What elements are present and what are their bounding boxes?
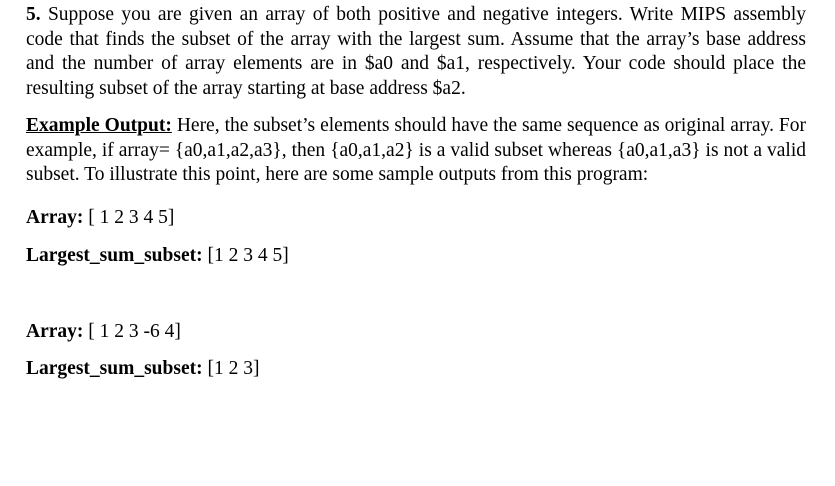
question-number: 5. bbox=[26, 4, 41, 25]
document-body bbox=[26, 3, 806, 188]
sample-1-result-line bbox=[26, 244, 289, 269]
sample-2-array-label: Array: bbox=[26, 321, 84, 342]
sample-1-array-value: [ 1 2 3 4 5] bbox=[88, 207, 175, 228]
example-title: Example Output: bbox=[26, 115, 172, 136]
example-text: Here, the subset’s elements should have the same sequence as original array. For example, if array= {a0,a1,a2,a3}, then {a0,a1,a2} is a valid subset whereas {a0,a1,a3} is not a valid subset. To illustrate this point, here are some sample outputs from this program: bbox=[26, 115, 807, 185]
sample-1-array-label: Array: bbox=[26, 207, 84, 228]
example-paragraph bbox=[26, 114, 806, 188]
sample-2-array-value: [ 1 2 3 -6 4] bbox=[88, 321, 181, 342]
sample-2-result-label: Largest_sum_subset: bbox=[26, 358, 203, 379]
sample-2-result-line bbox=[26, 357, 259, 382]
question-paragraph bbox=[26, 3, 806, 101]
sample-1-result-label: Largest_sum_subset: bbox=[26, 245, 203, 266]
sample-1-result-value: [1 2 3 4 5] bbox=[207, 245, 289, 266]
question-text: Suppose you are given an array of both positive and negative integers. Write MIPS assembly code that finds the subset of the array with the largest sum. Assume that the array’s base address and the number of array elements are in $a0 and $a1, respectively. Your code should place the resulting subset of the array starting at base address $a2. bbox=[26, 4, 806, 99]
sample-1-array-line bbox=[26, 206, 174, 231]
sample-2-array-line bbox=[26, 320, 181, 345]
sample-2-result-value: [1 2 3] bbox=[207, 358, 260, 379]
